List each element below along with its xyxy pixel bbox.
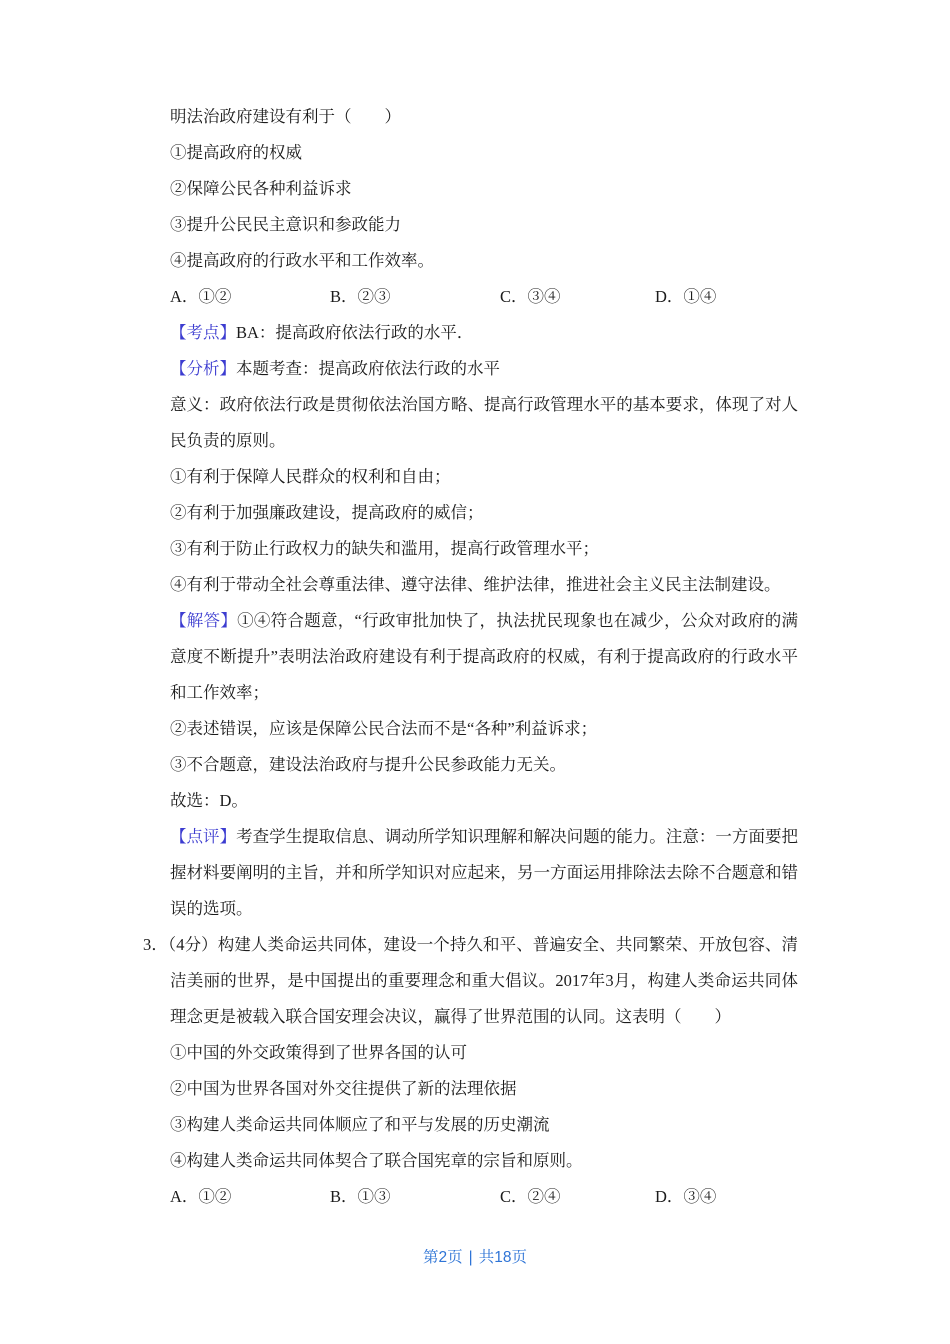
question3-stem — [143, 927, 799, 1035]
question3-option-b: B．①③ — [330, 1187, 391, 1206]
fenxi-point-1: ①有利于保障人民群众的权利和自由； — [170, 467, 451, 486]
jieda-paragraph — [170, 603, 798, 711]
question3-number: 3． — [143, 935, 168, 954]
question2-option-c: C．③④ — [500, 287, 561, 306]
question3-options — [170, 1179, 798, 1215]
question2-option-b: B．②③ — [330, 287, 391, 306]
fenxi-text: 本题考查：提高政府依法行政的水平 — [236, 359, 500, 378]
question3-item-3: ③构建人类命运共同体顺应了和平与发展的历史潮流 — [170, 1115, 550, 1134]
dianping-text: 考查学生提取信息、调动所学知识理解和解决问题的能力。注意：一方面要把握材料要阐明的主旨，并和所学知识对应起来，另一方面运用排除法去除不合题意和错误的选项。 — [170, 827, 799, 918]
question2-option-a: A．①② — [170, 287, 232, 306]
fenxi-meaning-paragraph: 意义：政府依法行政是贯彻依法治国方略、提高行政管理水平的基本要求，体现了对人民负责的原则。 — [170, 395, 798, 450]
fenxi-point-4: ④有利于带动全社会尊重法律、遵守法律、维护法律，推进社会主义民主法制建设。 — [170, 575, 781, 594]
question2-options — [170, 279, 798, 315]
fenxi-point-3: ③有利于防止行政权力的缺失和滥用，提高行政管理水平； — [170, 539, 599, 558]
dianping-paragraph — [170, 819, 798, 927]
document-body — [143, 99, 799, 1215]
footer-total-pages: 共18页 — [478, 1249, 527, 1266]
question2-option-d: D．①④ — [655, 287, 717, 306]
question3-item-4: ④构建人类命运共同体契合了联合国宪章的宗旨和原则。 — [170, 1151, 583, 1170]
kaodian-line — [170, 315, 798, 351]
dianping-label: 【点评】 — [170, 827, 237, 846]
kaodian-label: 【考点】 — [170, 323, 236, 342]
jieda-answer: 故选：D。 — [170, 791, 248, 810]
question3-option-c: C．②④ — [500, 1187, 561, 1206]
footer-separator: | — [468, 1249, 473, 1266]
jieda-line-2: ②表述错误，应该是保障公民合法而不是“各种”利益诉求； — [170, 719, 598, 738]
question2-item-4: ④提高政府的行政水平和工作效率。 — [170, 251, 434, 270]
jieda-line-3: ③不合题意，建设法治政府与提升公民参政能力无关。 — [170, 755, 566, 774]
question3-stem-text: 构建人类命运共同体，建设一个持久和平、普遍安全、共同繁荣、开放包容、清洁美丽的世界，是中国提出的重要理念和重大倡议。2017年3月，构建人类命运共同体理念更是被载入联合国安理会决议，赢得了世界范围的认同。这表明（ ） — [170, 935, 799, 1026]
jieda-label: 【解答】 — [170, 611, 238, 630]
question3-item-2: ②中国为世界各国对外交往提供了新的法理依据 — [170, 1079, 517, 1098]
question2-item-1: ①提高政府的权威 — [170, 143, 302, 162]
fenxi-point-2: ②有利于加强廉政建设，提高政府的威信； — [170, 503, 484, 522]
question2-item-3: ③提升公民民主意识和参政能力 — [170, 215, 401, 234]
question3-option-d: D．③④ — [655, 1187, 717, 1206]
fenxi-label: 【分析】 — [170, 359, 236, 378]
question2-stem-continuation: 明法治政府建设有利于（ ） — [170, 107, 401, 126]
kaodian-text: BA：提高政府依法行政的水平． — [236, 323, 474, 342]
question3-option-a: A．①② — [170, 1187, 232, 1206]
question3-item-1: ①中国的外交政策得到了世界各国的认可 — [170, 1043, 467, 1062]
question2-item-2: ②保障公民各种利益诉求 — [170, 179, 352, 198]
footer-page-number: 第2页 — [423, 1249, 463, 1266]
fenxi-line — [170, 351, 798, 387]
jieda-text: ①④符合题意，“行政审批加快了，执法扰民现象也在减少，公众对政府的满意度不断提升”表明法治政府建设有利于提高政府的权威，有利于提高政府的行政水平和工作效率； — [170, 611, 799, 702]
page-footer — [0, 1248, 950, 1268]
question3-score: （4分） — [167, 935, 218, 954]
